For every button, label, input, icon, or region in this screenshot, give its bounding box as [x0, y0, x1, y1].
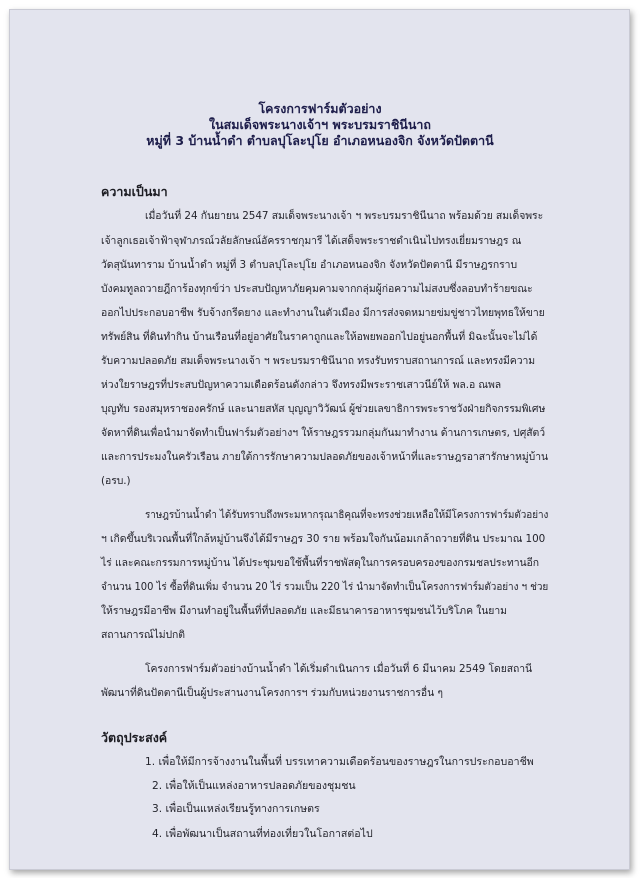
paragraph2-line: ราษฎรบ้านน้ำดำ ได้รับทราบถึงพระมหากรุณาธิคุณที่จะทรงช่วยเหลือให้มีโครงการฟาร์มตัวอย่าง: [145, 509, 549, 521]
objectives-heading: วัตถุประสงค์: [101, 730, 168, 745]
paragraph1-line: ออกไปประกอบอาชีพ รับจ้างกรีดยาง และทำงานในตัวเมือง มีการส่งจดหมายข่มขู่ชาวไทยพุทธให้ขาย: [101, 307, 545, 319]
objective-item: 2. เพื่อให้เป็นแหล่งอาหารปลอดภัยของชุมชน: [152, 780, 356, 792]
paragraph1-line: และการประมงในครัวเรือน ภายใต้การรักษาความปลอดภัยของเจ้าหน้าที่และราษฎรอาสารักษาหมู่บ้าน: [101, 451, 549, 463]
paragraph1-line: บังคมทูลถวายฎีการ้องทุกข์ว่า ประสบปัญหาภัยคุมคามจากกลุ่มผู้ก่อความไม่สงบซึ่งลอบทำร้ายขณะ: [101, 283, 533, 295]
paragraph2-line: สถานการณ์ไม่ปกติ: [101, 629, 185, 641]
paragraph3-line: พัฒนาที่ดินปัตตานีเป็นผู้ประสานงานโครงการฯ ร่วมกับหน่วยงานราชการอื่น ๆ: [101, 687, 443, 699]
paragraph1-line: จัดหาที่ดินเพื่อนำมาจัดทำเป็นฟาร์มตัวอย่างฯ ให้ราษฎรรวมกลุ่มกันมาทำงาน ด้านการเกษตร, ปศุสัตว์: [101, 427, 546, 439]
paragraph1-line: (อรบ.): [101, 475, 131, 487]
paragraph1-line: ทรัพย์สิน ที่ดินทำกิน บ้านเรือนที่อยู่อาศัยในราคาถูกและให้อพยพออกไปอยู่นอกพื้นที่ มิฉะนั้นจะไม่ได้: [101, 331, 538, 343]
objective-item: 1. เพื่อให้มีการจ้างงานในพื้นที่ บรรเทาความเดือดร้อนของราษฎรในการประกอบอาชีพ: [145, 756, 534, 768]
objective-item: 3. เพื่อเป็นแหล่งเรียนรู้ทางการเกษตร: [152, 803, 320, 815]
paragraph1-line: เมื่อวันที่ 24 กันยายน 2547 สมเด็จพระนางเจ้า ฯ พระบรมราชินีนาถ พร้อมด้วย สมเด็จพระ: [145, 210, 544, 222]
paragraph1-line: เจ้าลูกเธอเจ้าฟ้าจุฬาภรณ์วลัยลักษณ์อัครราชกุมารี ได้เสด็จพระราชดำเนินไปทรงเยี่ยมราษฎร ณ: [101, 235, 522, 247]
paragraph3-line: โครงการฟาร์มตัวอย่างบ้านน้ำดำ ได้เริ่มดำเนินการ เมื่อวันที่ 6 มีนาคม 2549 โดยสถานี: [145, 663, 533, 675]
objective-item: 4. เพื่อพัฒนาเป็นสถานที่ท่องเที่ยวในโอกาสต่อไป: [152, 828, 373, 840]
background-heading: ความเป็นมา: [101, 184, 168, 199]
document-title-line-2: ในสมเด็จพระนางเจ้าฯ พระบรมราชินีนาถ: [208, 117, 431, 132]
document-title-line-3: หมู่ที่ 3 บ้านน้ำดำ ตำบลปุโละปุโย อำเภอหนองจิก จังหวัดปัตตานี: [146, 133, 494, 148]
paragraph1-line: วัดสุนันทาราม บ้านน้ำดำ หมู่ที่ 3 ตำบลปุโละปุโย อำเภอหนองจิก จังหวัดปัตตานี มีราษฎรกราบ: [101, 259, 518, 271]
paragraph1-line: รับความปลอดภัย สมเด็จพระนางเจ้า ฯ พระบรมราชินีนาถ ทรงรับทราบสถานการณ์ และทรงมีความ: [101, 355, 536, 367]
paragraph2-line: ไร่ และคณะกรรมการหมู่บ้าน ได้ประชุมขอใช้พื้นที่ราชพัสดุในการครอบครองของกรมชลประทานอีก: [101, 557, 539, 569]
paragraph2-line: ฯ เกิดขึ้นบริเวณพื้นที่ใกล้หมู่บ้านจึงได้มีราษฎร 30 ราย พร้อมใจกันน้อมเกล้าถวายที่ดิน ประมาณ 100: [101, 533, 546, 545]
paragraph2-line: ให้ราษฎรมีอาชีพ มีงานทำอยู่ในพื้นที่ที่ปลอดภัย และมีธนาคารอาหารชุมชนไว้บริโภค ในยาม: [101, 605, 507, 617]
paragraph1-line: ห่วงใยราษฎรที่ประสบปัญหาความเดือดร้อนดังกล่าว จึงทรงมีพระราชเสาวนีย์ให้ พล.อ ณพล: [101, 379, 502, 391]
document-title-line-1: โครงการฟาร์มตัวอย่าง: [258, 101, 382, 116]
paragraph1-line: บุญทับ รองสมุหราชองครักษ์ และนายสหัส บุญญาวิวัฒน์ ผู้ช่วยเลขาธิการพระราชวังฝ่ายกิจกรรมพิเศษ: [101, 403, 546, 415]
paragraph2-line: จำนวน 100 ไร่ ซื้อที่ดินเพิ่ม จำนวน 20 ไร่ รวมเป็น 220 ไร่ นำมาจัดทำเป็นโครงการฟาร์มตัวอย่าง ฯ ช่วย: [101, 581, 549, 593]
